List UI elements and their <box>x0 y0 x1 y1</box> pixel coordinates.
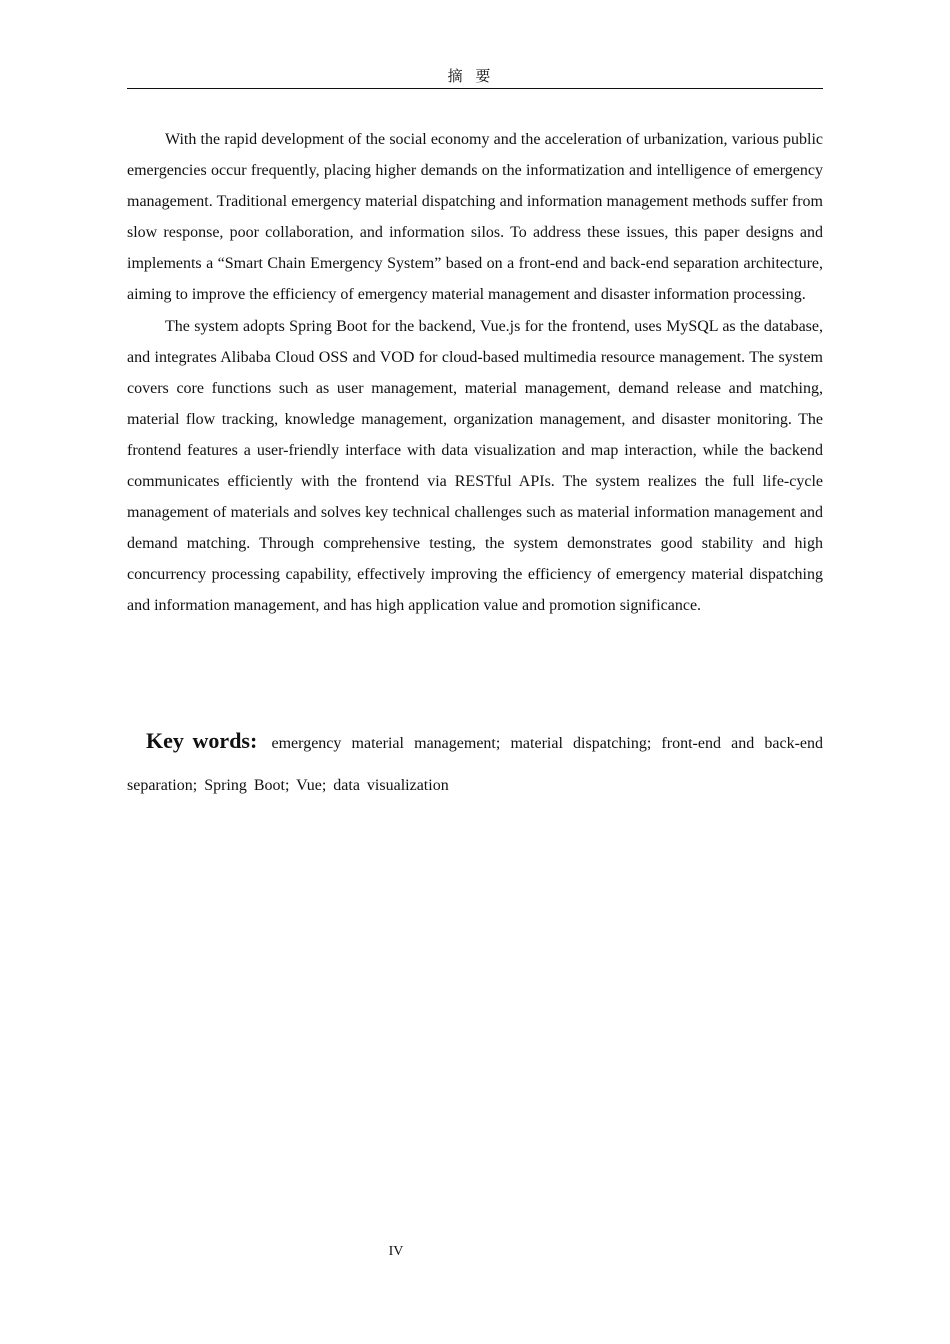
page-number: IV <box>388 1244 404 1259</box>
abstract-body <box>127 124 823 622</box>
header-title: 摘 要 <box>447 67 495 85</box>
keywords-text: emergency material management; material dispatching; front-end and back-end separation; Spring Boot; Vue; data visualization <box>127 735 824 794</box>
abstract-paragraph-1: With the rapid development of the social economy and the acceleration of urbanization, various public emergencies occur frequently, placing higher demands on the informatization and intelligence of emergency management. Traditional emergency material dispatching and information management methods suffer from slow response, poor collaboration, and information silos. To address these issues, this paper designs and implements a “Smart Chain Emergency System” based on a front-end and back-end separation architecture, aiming to improve the efficiency of emergency material management and disaster information processing. <box>127 131 823 304</box>
keywords-label: Key words: <box>146 728 258 753</box>
keywords-section <box>127 720 823 807</box>
page-header <box>127 64 823 89</box>
abstract-paragraph-2: The system adopts Spring Boot for the backend, Vue.js for the frontend, uses MySQL as the database, and integrates Alibaba Cloud OSS and VOD for cloud-based multimedia resource management. The system covers core functions such as user management, material management, demand release and matching, material flow tracking, knowledge management, organization management, and disaster monitoring. The frontend features a user-friendly interface with data visualization and map interaction, while the backend communicates efficiently with the frontend via RESTful APIs. The system realizes the full life-cycle management of materials and solves key technical challenges such as material information management and demand matching. Through comprehensive testing, the system demonstrates good stability and high concurrency processing capability, effectively improving the efficiency of emergency material dispatching and information management, and has high application value and promotion significance. <box>127 317 823 615</box>
